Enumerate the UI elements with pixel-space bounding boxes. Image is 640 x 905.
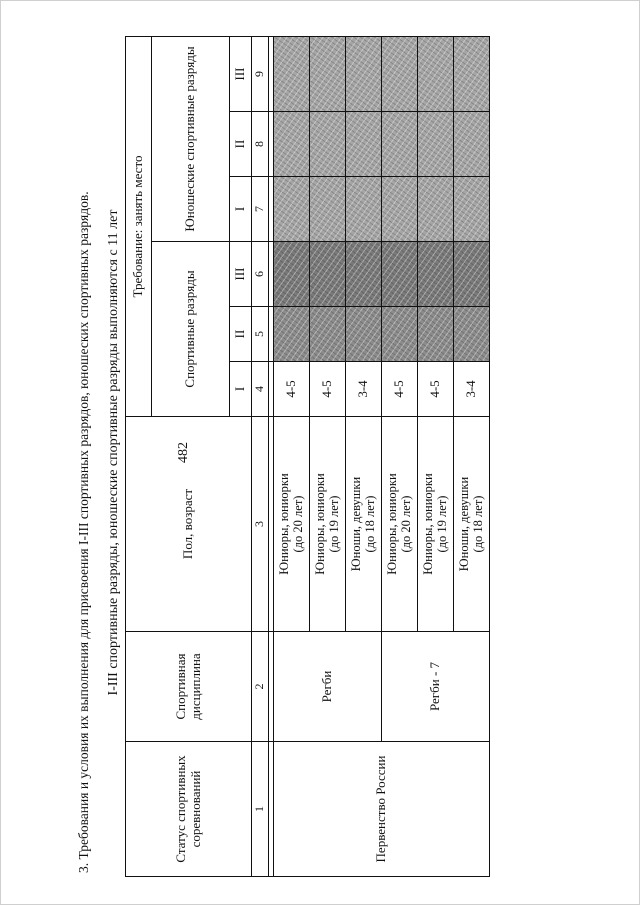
page-number: 482 [176, 442, 191, 463]
age-line2: (до 19 лет) [326, 495, 341, 553]
age-line1: Юниоры, юниорки [384, 473, 399, 575]
shaded-cell [310, 307, 346, 362]
age-cell [274, 417, 310, 632]
header-status: Статус спортивных соревнований [126, 742, 252, 877]
shaded-cell [382, 242, 418, 307]
age-line2: (до 18 лет) [362, 495, 377, 553]
grade-youth-1: I [230, 177, 252, 242]
discipline-cell: Регби - 7 [382, 632, 490, 742]
place-cell: 3-4 [346, 362, 382, 417]
shaded-cell [310, 112, 346, 177]
age-line2: (до 20 лет) [290, 495, 305, 553]
header-sport-grades: Спортивные разряды [152, 242, 230, 417]
place-cell: 4-5 [274, 362, 310, 417]
place-cell: 3-4 [454, 362, 490, 417]
shaded-cell [418, 242, 454, 307]
shaded-cell [346, 177, 382, 242]
age-line2: (до 19 лет) [434, 495, 449, 553]
col-number-4: 4 [252, 362, 269, 417]
col-number-2: 2 [252, 632, 269, 742]
age-cell [310, 417, 346, 632]
shaded-cell [274, 36, 310, 111]
age-line1: Юноши, девушки [348, 476, 363, 572]
discipline-cell: Регби [274, 632, 382, 742]
shaded-cell [346, 307, 382, 362]
age-line1: Юниоры, юниорки [312, 473, 327, 575]
shaded-cell [346, 112, 382, 177]
shaded-cell [418, 307, 454, 362]
section-heading: 3. Требования и условия их выполнения для присвоения I-III спортивных разрядов, юношеских спортивных разрядов. [76, 191, 91, 873]
shaded-cell [382, 112, 418, 177]
age-line2: (до 20 лет) [398, 495, 413, 553]
grade-youth-2: II [230, 112, 252, 177]
shaded-cell [382, 36, 418, 111]
grade-sport-2: II [230, 307, 252, 362]
header-youth-grades: Юношеские спортивные разряды [152, 36, 230, 241]
shaded-cell [418, 177, 454, 242]
col-number-7: 7 [252, 177, 269, 242]
shaded-cell [310, 36, 346, 111]
table-subheading: I-III спортивные разряды, юношеские спортивные разряды выполняются с 11 лет [106, 209, 121, 696]
shaded-cell [310, 177, 346, 242]
place-cell: 4-5 [418, 362, 454, 417]
shaded-cell [418, 112, 454, 177]
col-number-5: 5 [252, 307, 269, 362]
status-cell: Первенство России [274, 742, 490, 877]
shaded-cell [274, 177, 310, 242]
age-line1: Юноши, девушки [456, 476, 471, 572]
requirements-table [125, 36, 490, 877]
age-cell [454, 417, 490, 632]
table-row [274, 36, 310, 876]
shaded-cell [274, 307, 310, 362]
shaded-cell [454, 242, 490, 307]
shaded-cell [382, 177, 418, 242]
shaded-cell [454, 36, 490, 111]
grade-youth-3: III [230, 36, 252, 111]
shaded-cell [274, 242, 310, 307]
shaded-cell [346, 36, 382, 111]
shaded-cell [454, 307, 490, 362]
age-line2: (до 18 лет) [470, 495, 485, 553]
shaded-cell [454, 177, 490, 242]
shaded-cell [310, 242, 346, 307]
grade-sport-3: III [230, 242, 252, 307]
shaded-cell [382, 307, 418, 362]
col-number-1: 1 [252, 742, 269, 877]
header-sex-age: Пол, возраст [126, 417, 252, 632]
col-number-8: 8 [252, 112, 269, 177]
shaded-cell [346, 242, 382, 307]
age-line1: Юниоры, юниорки [420, 473, 435, 575]
shaded-cell [454, 112, 490, 177]
age-cell [418, 417, 454, 632]
place-cell: 4-5 [310, 362, 346, 417]
age-line1: Юниоры, юниорки [276, 473, 291, 575]
shaded-cell [274, 112, 310, 177]
col-number-9: 9 [252, 36, 269, 111]
grade-sport-1: I [230, 362, 252, 417]
place-cell: 4-5 [382, 362, 418, 417]
header-discipline: Спортивная дисциплина [126, 632, 252, 742]
age-cell [346, 417, 382, 632]
col-number-6: 6 [252, 242, 269, 307]
header-requirement: Требование: занять место [126, 36, 152, 416]
age-cell [382, 417, 418, 632]
col-number-3: 3 [252, 417, 269, 632]
shaded-cell [418, 36, 454, 111]
